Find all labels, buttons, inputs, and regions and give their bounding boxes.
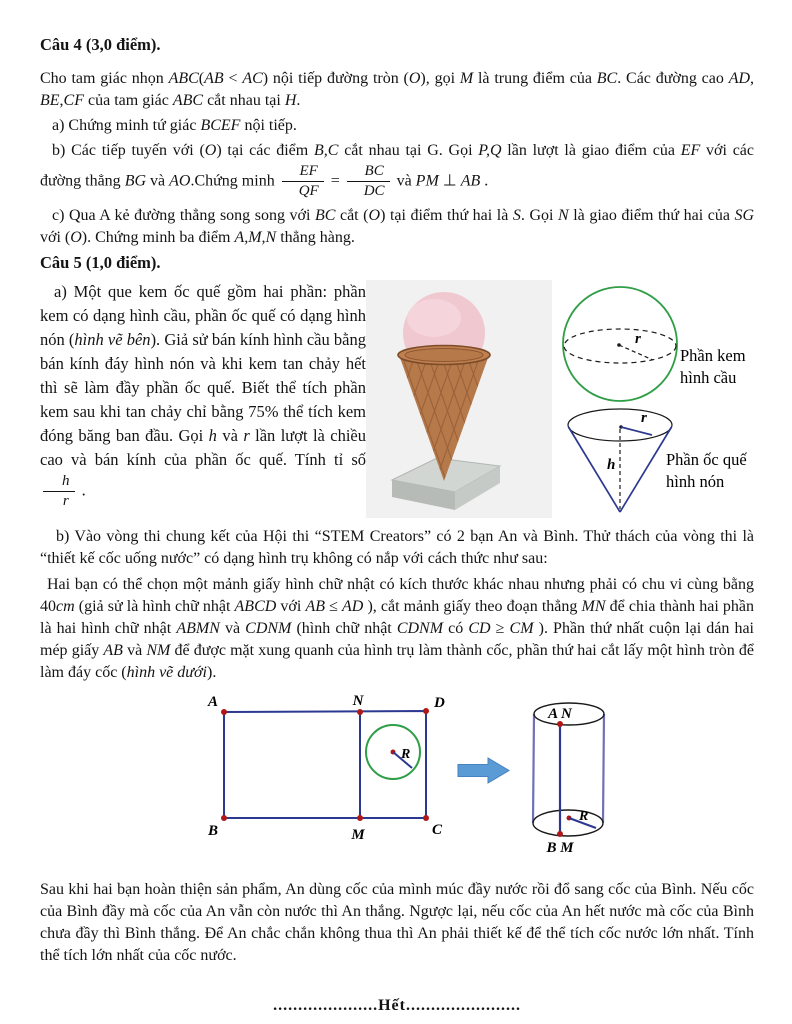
q5-part-a: a) Một que kem ốc quế gồm hai phần: phần kem có dạng hình cầu, phần ốc quế có dạng hình nón (hình vẽ bên). Giả sử bán kính hình cầu bằng bán kính đáy hình nón và khi kem tan chảy hết thì sẽ làm đầy phần ốc quế. Biết thể tích phần kem sau khi tan chảy chỉ bằng 75% thể tích kem đóng băng ban đầu. Gọi h và r lần lượt là chiều cao và bán kính của phần ốc quế. Tính tỉ số $\frac{h}{r}$ . <box>40 281 367 509</box>
q5-header: Câu 5 (1,0 điểm). <box>40 252 161 272</box>
net-label-M: M <box>351 826 365 843</box>
sphere-caption-line2: hình cầu <box>680 367 737 387</box>
rectangle-net <box>207 693 445 843</box>
cone-figure <box>568 409 672 512</box>
cone-rim <box>398 345 490 364</box>
sphere-caption-line1: Phần kem <box>680 345 746 365</box>
ice-cream-cone-photo <box>366 280 552 518</box>
sphere-radius-label: r <box>635 330 641 347</box>
fraction: $\frac{h}{r}$ <box>43 473 75 511</box>
q4-part-b: b) Các tiếp tuyến với (O) tại các điểm B,C cắt nhau tại G. Gọi P,Q lần lượt là giao điểm của EF với các đường thẳng BG và AO.Chứng minh $\frac{EF}{QF}$ = $\frac{BC}{DC}$ và PM ⊥ AB . <box>40 142 754 200</box>
footer-het: .....................Hết....................... <box>273 996 521 1014</box>
cylinder-bottom-label: B M <box>546 839 574 856</box>
net-cylinder-diagram <box>182 692 642 862</box>
q4-part-a: a) Chứng minh tứ giác BCEF nội tiếp. <box>52 117 297 134</box>
sphere-cone-diagram <box>558 280 754 520</box>
net-label-C: C <box>432 821 443 838</box>
right-arrow-icon <box>458 758 509 783</box>
q5-part-b-detail: Hai bạn có thể chọn một mảnh giấy hình chữ nhật có kích thước khác nhau nhưng phải có chu vi cùng bằng 40cm (giả sử là hình chữ nhật ABCD với AB ≤ AD ), cắt mảnh giấy theo đoạn thẳng MN để chia thành hai phần là hai hình chữ nhật ABMN và CDNM (hình chữ nhật CDNM có CD ≥ CM ). Phần thứ nhất cuộn lại dán hai mép giấy AB và NM để được mặt xung quanh của hình trụ làm thành cốc, phần thứ hai cắt lấy một hình tròn để làm đáy cốc (hình vẽ dưới). <box>40 575 755 681</box>
cone-radius-label: r <box>641 409 647 426</box>
cylinder-top-label: A N <box>548 705 572 722</box>
net-label-R: R <box>401 746 411 762</box>
cylinder-cup <box>533 703 604 856</box>
net-label-D: D <box>434 694 445 711</box>
q5a-section <box>40 280 754 520</box>
cone-height-label: h <box>607 456 616 473</box>
q4-part-c: c) Qua A kẻ đường thẳng song song với BC cắt (O) tại điểm thứ hai là S. Gọi N là giao điểm thứ hai của SG với (O). Chứng minh ba điểm A,M,N thẳng hàng. <box>40 206 755 246</box>
net-label-N: N <box>352 692 364 709</box>
fraction: $\frac{EF}{QF}$ <box>282 163 324 201</box>
final-paragraph: Sau khi hai bạn hoàn thiện sản phẩm, An dùng cốc của mình múc đầy nước rồi đổ sang cốc của Bình. Nếu cốc của Bình đầy mà cốc của An vẫn còn nước thì An thắng. Ngược lại, nếu cốc của An hết nước mà cốc của Bình chưa đầy thì Bình thắng. Để An chắc chắn không thua thì An phải thiết kế để thể tích cốc nước lớn nhất. Tính thể tích lớn nhất của cốc nước. <box>40 880 754 964</box>
cup-figure-row <box>182 692 754 869</box>
net-label-A: A <box>207 693 218 710</box>
cylinder-radius-label: R <box>579 808 589 824</box>
q4-header: Câu 4 (3,0 điểm). <box>40 35 161 54</box>
q5-part-b-intro: b) Vào vòng thi chung kết của Hội thi “STEM Creators” có 2 bạn An và Bình. Thử thách của vòng thi là “thiết kế cốc uống nước” có dạng hình trụ không có nắp với cách thức như sau: <box>40 527 754 567</box>
q4-intro-paragraph: Cho tam giác nhọn ABC(AB < AC) nội tiếp đường tròn (O), gọi M là trung điểm của BC. Các đường cao AD, BE,CF của tam giác ABC cắt nhau tại H. <box>40 70 755 109</box>
cone-caption-line2: hình nón <box>666 471 725 491</box>
cone-caption-line1: Phần ốc quế <box>666 449 747 469</box>
net-label-B: B <box>207 822 218 839</box>
fraction: $\frac{BC}{DC}$ <box>347 163 390 201</box>
sphere-figure <box>563 287 677 401</box>
